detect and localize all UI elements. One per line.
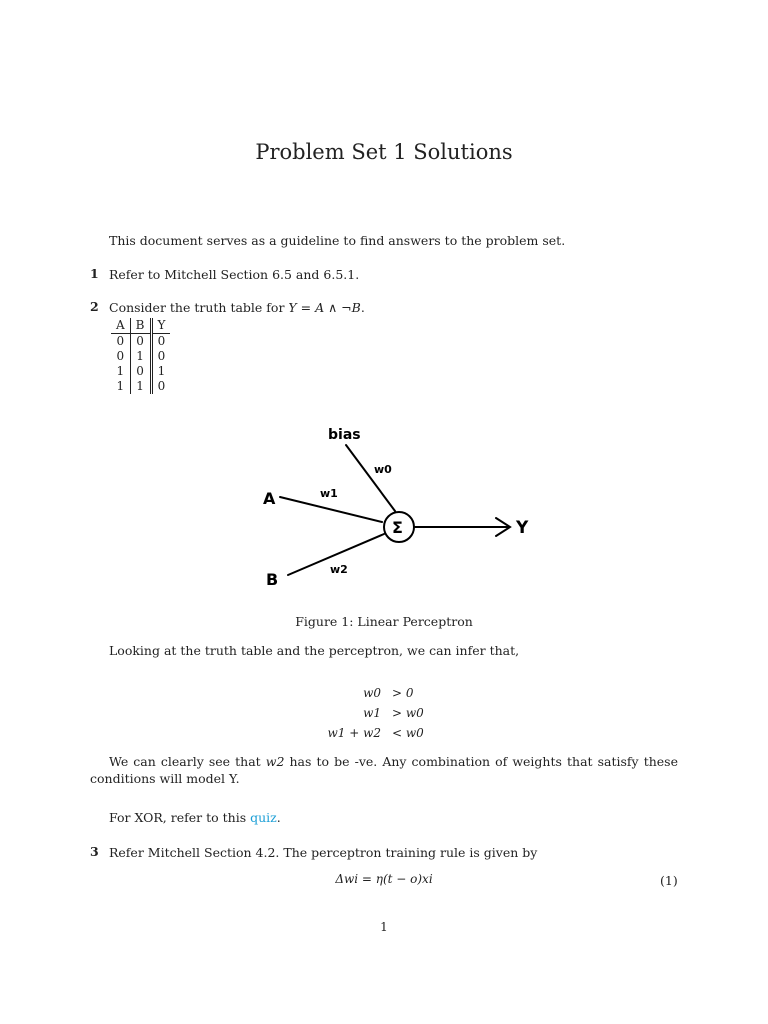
- cell-a: 0: [116, 349, 125, 363]
- q2-text-prefix: Consider the truth table for: [109, 300, 289, 315]
- table-row: [111, 349, 170, 364]
- cond-rhs-3: < w0: [392, 726, 424, 740]
- intro-text: This document serves as a guideline to find answers to the problem set.: [109, 233, 566, 248]
- cell-b: 0: [130, 334, 151, 350]
- a-edge: [280, 497, 382, 522]
- conclusion-part-a: We can clearly see that: [109, 754, 266, 769]
- conclusion-text: [90, 753, 678, 787]
- header-b: B: [130, 318, 151, 334]
- table-row: [111, 364, 170, 379]
- cond-rhs-1: > 0: [392, 686, 414, 700]
- quiz-link[interactable]: quiz: [250, 810, 277, 825]
- page-number: 1: [380, 920, 388, 934]
- cell-y: 1: [151, 364, 170, 379]
- table-row: [111, 334, 170, 350]
- cond-lhs-1: w0: [363, 686, 381, 700]
- q3-equation: Δwi = η(t − o)xi: [335, 872, 433, 886]
- xor-suffix: .: [276, 810, 281, 825]
- cell-a: 1: [116, 379, 125, 393]
- a-label: A: [263, 489, 276, 508]
- q2-number: 2: [90, 299, 99, 314]
- conclusion-part-b: has to be -ve. Any combination of weights that satisfy these conditions will model Y.: [90, 754, 678, 786]
- b-label: B: [266, 570, 279, 589]
- cell-b: 1: [130, 379, 151, 394]
- sum-symbol: Σ: [392, 518, 403, 537]
- cond-lhs-3: w1 + w2: [327, 726, 381, 740]
- w2-label: w2: [330, 563, 348, 576]
- cell-y: 0: [151, 349, 170, 364]
- table-row: [111, 379, 170, 394]
- q2-formula: Y = A ∧ ¬B: [288, 300, 361, 315]
- cell-a: 0: [116, 334, 125, 348]
- q3-equation-number: (1): [660, 873, 678, 888]
- header-y: Y: [151, 318, 170, 334]
- q1-number: 1: [90, 266, 99, 281]
- perceptron-diagram: [250, 415, 550, 595]
- xor-prefix: For XOR, refer to this: [109, 810, 251, 825]
- page-title: Problem Set 1 Solutions: [255, 140, 513, 164]
- figure-caption: Figure 1: Linear Perceptron: [295, 614, 473, 629]
- cell-b: 1: [130, 349, 151, 364]
- q1-text: Refer to Mitchell Section 6.5 and 6.5.1.: [109, 267, 360, 282]
- q2-text: [109, 299, 365, 316]
- cond-lhs-2: w1: [363, 706, 381, 720]
- y-label: Y: [516, 518, 529, 538]
- q3-text: Refer Mitchell Section 4.2. The perceptron training rule is given by: [109, 845, 538, 860]
- cell-y: 0: [151, 334, 170, 350]
- truth-table-header: [111, 318, 170, 334]
- cell-a: 1: [116, 364, 125, 378]
- bias-label: bias: [328, 427, 361, 443]
- cell-b: 0: [130, 364, 151, 379]
- header-a: A: [111, 318, 130, 334]
- inference-text: Looking at the truth table and the perceptron, we can infer that,: [109, 643, 520, 658]
- w1-label: w1: [320, 487, 338, 500]
- conclusion-variable: w2: [265, 754, 285, 769]
- cond-rhs-2: > w0: [392, 706, 424, 720]
- cell-y: 0: [151, 379, 170, 394]
- q3-number: 3: [90, 844, 99, 859]
- q2-text-suffix: .: [360, 300, 365, 315]
- truth-table: [111, 318, 170, 394]
- bias-edge: [346, 445, 395, 511]
- w0-label: w0: [374, 463, 392, 476]
- xor-text: [109, 809, 281, 826]
